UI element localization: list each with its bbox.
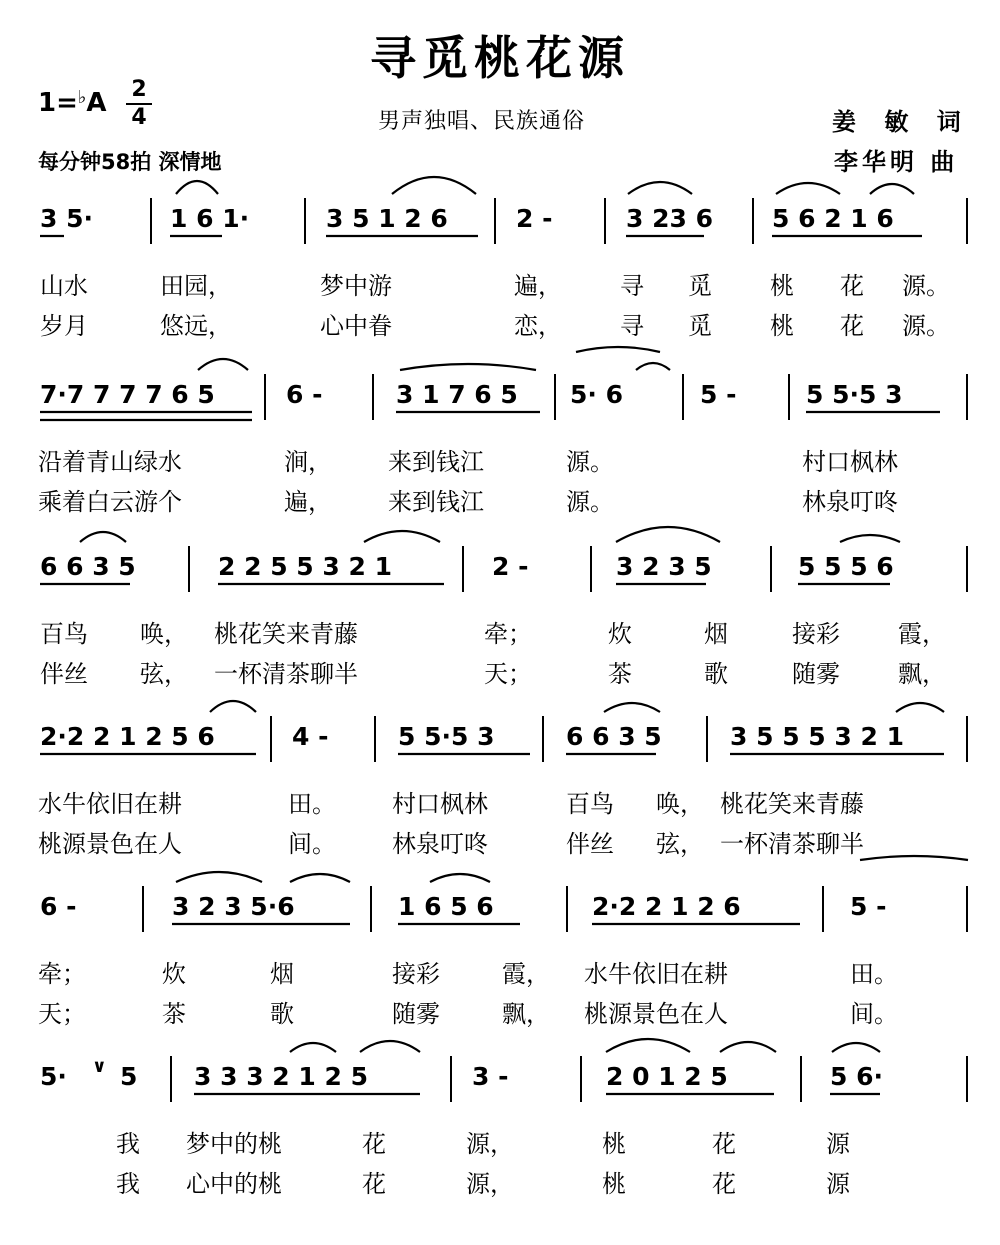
notes-s5-m1: 6 - (40, 892, 77, 921)
slur-7 (576, 347, 660, 352)
notes-s3-m1: 6 6 3 5 (40, 552, 136, 581)
notes-s3-m5: 5 5 5 6 (798, 552, 894, 581)
composer-credit: 李华明 曲 (834, 148, 959, 176)
lyric-s1-v1-4: 遍， (514, 272, 562, 300)
notes-s6-m2: 5 (120, 1062, 138, 1091)
notes-s1-m6: 5 6 2 1 6 (772, 204, 894, 233)
slur-22 (360, 1041, 420, 1052)
lyric-s5-v1-6: 水牛依旧在耕 (584, 960, 728, 988)
lyric-s1-v2-2: 悠远， (160, 312, 232, 340)
lyric-s1-v1-2: 田园， (160, 272, 232, 300)
lyric-s2-v1-4: 源。 (566, 448, 614, 476)
notes-s2-m6: 5 5·5 3 (806, 380, 903, 409)
slur-20 (860, 856, 968, 860)
slur-13 (840, 535, 900, 542)
flat-sign: ♭ (77, 87, 87, 108)
time-top: 2 (131, 77, 147, 102)
lyric-s6-v2-3: 花 (362, 1170, 386, 1198)
lyric-s6-v1-2: 梦中的桃 (186, 1130, 282, 1158)
lyric-s5-v1-1: 牵； (38, 960, 86, 988)
breath-mark: ∨ (92, 1056, 107, 1077)
slur-4 (776, 183, 840, 194)
lyric-s3-v1-8: 霞， (898, 620, 946, 648)
lyric-s6-v1-5: 桃 (602, 1130, 626, 1158)
lyric-s3-v1-6: 烟 (704, 620, 728, 648)
lyric-s2-v1-1: 沿着青山绿水 (38, 448, 182, 476)
lyric-s1-v2-9: 源。 (902, 312, 950, 340)
lyric-s4-v1-3: 村口枫林 (392, 790, 488, 818)
notes-s4-m2: 4 - (292, 722, 329, 751)
notes-s5-m3: 1 6 5 6 (398, 892, 494, 921)
notes-s3-m2: 2 2 5 5 3 2 1 (218, 552, 392, 581)
lyric-s3-v2-6: 歌 (704, 660, 728, 688)
notes-s1-m1: 3 5· (40, 204, 93, 233)
lyric-s1-v2-1: 岁月 (40, 312, 88, 340)
time-bottom: 4 (131, 105, 147, 130)
tempo-marking: 每分钟58拍 深情地 (38, 150, 222, 174)
slur-12 (616, 527, 720, 542)
lyric-s4-v2-2: 间。 (288, 830, 336, 858)
lyric-s1-v2-8: 花 (840, 312, 864, 340)
notes-s4-m1: 2·2 2 1 2 5 6 (40, 722, 215, 751)
lyric-s6-v2-4: 源， (466, 1170, 514, 1198)
lyric-s1-v1-9: 源。 (902, 272, 950, 300)
notes-s4-m4: 6 6 3 5 (566, 722, 662, 751)
lyric-s6-v1-6: 花 (712, 1130, 736, 1158)
lyric-s6-v2-2: 心中的桃 (186, 1170, 282, 1198)
lyric-s2-v1-3: 来到钱江 (388, 448, 484, 476)
lyric-s6-v2-5: 桃 (602, 1170, 626, 1198)
lyric-s2-v2-4: 源。 (566, 488, 614, 516)
lyric-s2-v2-5: 林泉叮咚 (802, 488, 898, 516)
notes-s3-m4: 3 2 3 5 (616, 552, 712, 581)
notes-s6-m4: 3 - (472, 1062, 509, 1091)
lyric-s5-v1-5: 霞， (502, 960, 550, 988)
lyric-s2-v1-5: 村口枫林 (802, 448, 898, 476)
lyric-s5-v2-3: 歌 (270, 1000, 294, 1028)
slur-1 (176, 181, 218, 194)
notes-s1-m4: 2 - (516, 204, 553, 233)
lyric-s3-v1-1: 百鸟 (40, 620, 88, 648)
lyric-s5-v2-1: 天； (38, 1000, 86, 1028)
lyric-s5-v1-2: 炊 (162, 960, 186, 988)
lyric-s5-v2-7: 间。 (850, 1000, 898, 1028)
lyric-s2-v2-2: 遍， (284, 488, 332, 516)
slur-24 (720, 1042, 776, 1052)
slur-9 (400, 364, 536, 370)
lyric-s5-v1-4: 接彩 (392, 960, 440, 988)
song-title: 寻觅桃花源 (370, 31, 630, 85)
lyric-s3-v2-8: 飘， (898, 660, 946, 688)
lyric-s6-v1-1: 我 (116, 1130, 140, 1158)
notes-s6-m6: 5 6· (830, 1062, 883, 1091)
lyric-s6-v2-7: 源 (826, 1170, 850, 1198)
slur-18 (290, 874, 350, 882)
slur-11 (364, 531, 440, 542)
lyric-s4-v1-4: 百鸟 (566, 790, 614, 818)
slur-19 (430, 874, 490, 882)
slur-8 (636, 363, 670, 370)
slur-16 (896, 703, 944, 712)
lyric-s3-v1-5: 炊 (608, 620, 632, 648)
notes-s2-m1: 7·7 7 7 7 6 5 (40, 380, 215, 409)
notes-s2-m4: 5· 6 (570, 380, 623, 409)
slur-5 (870, 184, 914, 194)
notes-s5-m5: 5 - (850, 892, 887, 921)
lyric-s3-v2-7: 随雾 (792, 660, 840, 688)
notes-s2-m3: 3 1 7 6 5 (396, 380, 518, 409)
slur-6 (198, 359, 248, 370)
lyric-s3-v2-3: 一杯清茶聊半 (214, 660, 358, 688)
notes-s5-m2: 3 2 3 5·6 (172, 892, 295, 921)
lyric-s1-v2-6: 觅 (688, 312, 712, 340)
lyric-s3-v2-1: 伴丝 (40, 660, 88, 688)
slur-21 (290, 1043, 336, 1052)
lyric-s4-v2-3: 林泉叮咚 (392, 830, 488, 858)
lyric-s5-v1-7: 田。 (850, 960, 898, 988)
slur-10 (80, 532, 126, 542)
slur-14 (210, 701, 256, 712)
lyric-s1-v1-3: 梦中游 (320, 272, 392, 300)
notes-s4-m3: 5 5·5 3 (398, 722, 495, 751)
lyric-s3-v2-4: 天； (484, 660, 532, 688)
lyric-s4-v2-5: 弦， (656, 830, 704, 858)
notes-s6-m5: 2 0 1 2 5 (606, 1062, 728, 1091)
lyric-s1-v2-4: 恋， (514, 312, 562, 340)
lyric-s5-v1-3: 烟 (270, 960, 294, 988)
lyric-s6-v2-6: 花 (712, 1170, 736, 1198)
lyric-s4-v2-1: 桃源景色在人 (38, 830, 182, 858)
lyric-s6-v1-7: 源 (826, 1130, 850, 1158)
notes-s1-m2: 1 6 1· (170, 204, 250, 233)
performance-style: 男声独唱、民族通俗 (378, 109, 586, 134)
lyric-s3-v1-3: 桃花笑来青藤 (214, 620, 358, 648)
lyric-s2-v2-3: 来到钱江 (388, 488, 484, 516)
slur-15 (604, 703, 660, 712)
notes-s5-m4: 2·2 2 1 2 6 (592, 892, 741, 921)
lyric-s1-v1-8: 花 (840, 272, 864, 300)
notes-s2-m5: 5 - (700, 380, 737, 409)
notes-s4-m5: 3 5 5 5 3 2 1 (730, 722, 904, 751)
lyric-s1-v2-5: 寻 (620, 312, 644, 340)
lyric-s4-v1-2: 田。 (288, 790, 336, 818)
lyric-s5-v2-2: 茶 (162, 1000, 186, 1028)
lyric-s6-v2-1: 我 (116, 1170, 140, 1198)
lyric-s4-v2-6: 一杯清茶聊半 (720, 830, 864, 858)
lyricist-credit: 姜 敏 词 (832, 108, 971, 136)
notes-s1-m5: 3 23 6 (626, 204, 713, 233)
lyric-s3-v2-5: 茶 (608, 660, 632, 688)
lyric-s5-v2-5: 飘， (502, 1000, 550, 1028)
lyric-s5-v2-4: 随雾 (392, 1000, 440, 1028)
notes-s6-m3: 3 3 3 2 1 2 5 (194, 1062, 368, 1091)
notes-s3-m3: 2 - (492, 552, 529, 581)
slur-17 (176, 872, 262, 882)
lyric-s2-v2-1: 乘着白云游个 (38, 488, 182, 516)
lyric-s2-v1-2: 涧， (284, 448, 332, 476)
slur-3 (628, 182, 692, 194)
notes-s2-m2: 6 - (286, 380, 323, 409)
lyric-s5-v2-6: 桃源景色在人 (584, 1000, 728, 1028)
key-letter: A (86, 88, 107, 118)
lyric-s1-v2-7: 桃 (770, 312, 794, 340)
slur-23 (606, 1039, 690, 1052)
lyric-s3-v1-7: 接彩 (792, 620, 840, 648)
slur-2 (392, 177, 476, 194)
lyric-s3-v1-2: 唤， (140, 620, 188, 648)
lyric-s6-v1-3: 花 (362, 1130, 386, 1158)
lyric-s1-v1-5: 寻 (620, 272, 644, 300)
lyric-s4-v1-5: 唤， (656, 790, 704, 818)
notes-s1-m3: 3 5 1 2 6 (326, 204, 448, 233)
lyric-s4-v2-4: 伴丝 (566, 830, 614, 858)
lyric-s1-v2-3: 心中眷 (320, 312, 392, 340)
lyric-s1-v1-7: 桃 (770, 272, 794, 300)
lyric-s6-v1-4: 源， (466, 1130, 514, 1158)
lyric-s3-v1-4: 牵； (484, 620, 532, 648)
lyric-s1-v1-1: 山水 (40, 272, 88, 300)
slur-25 (832, 1043, 880, 1052)
lyric-s3-v2-2: 弦， (140, 660, 188, 688)
lyric-s1-v1-6: 觅 (688, 272, 712, 300)
notes-s6-m1: 5· (40, 1062, 67, 1091)
lyric-s4-v1-6: 桃花笑来青藤 (720, 790, 864, 818)
key-prefix: 1= (38, 88, 78, 118)
lyric-s4-v1-1: 水牛依旧在耕 (38, 790, 182, 818)
